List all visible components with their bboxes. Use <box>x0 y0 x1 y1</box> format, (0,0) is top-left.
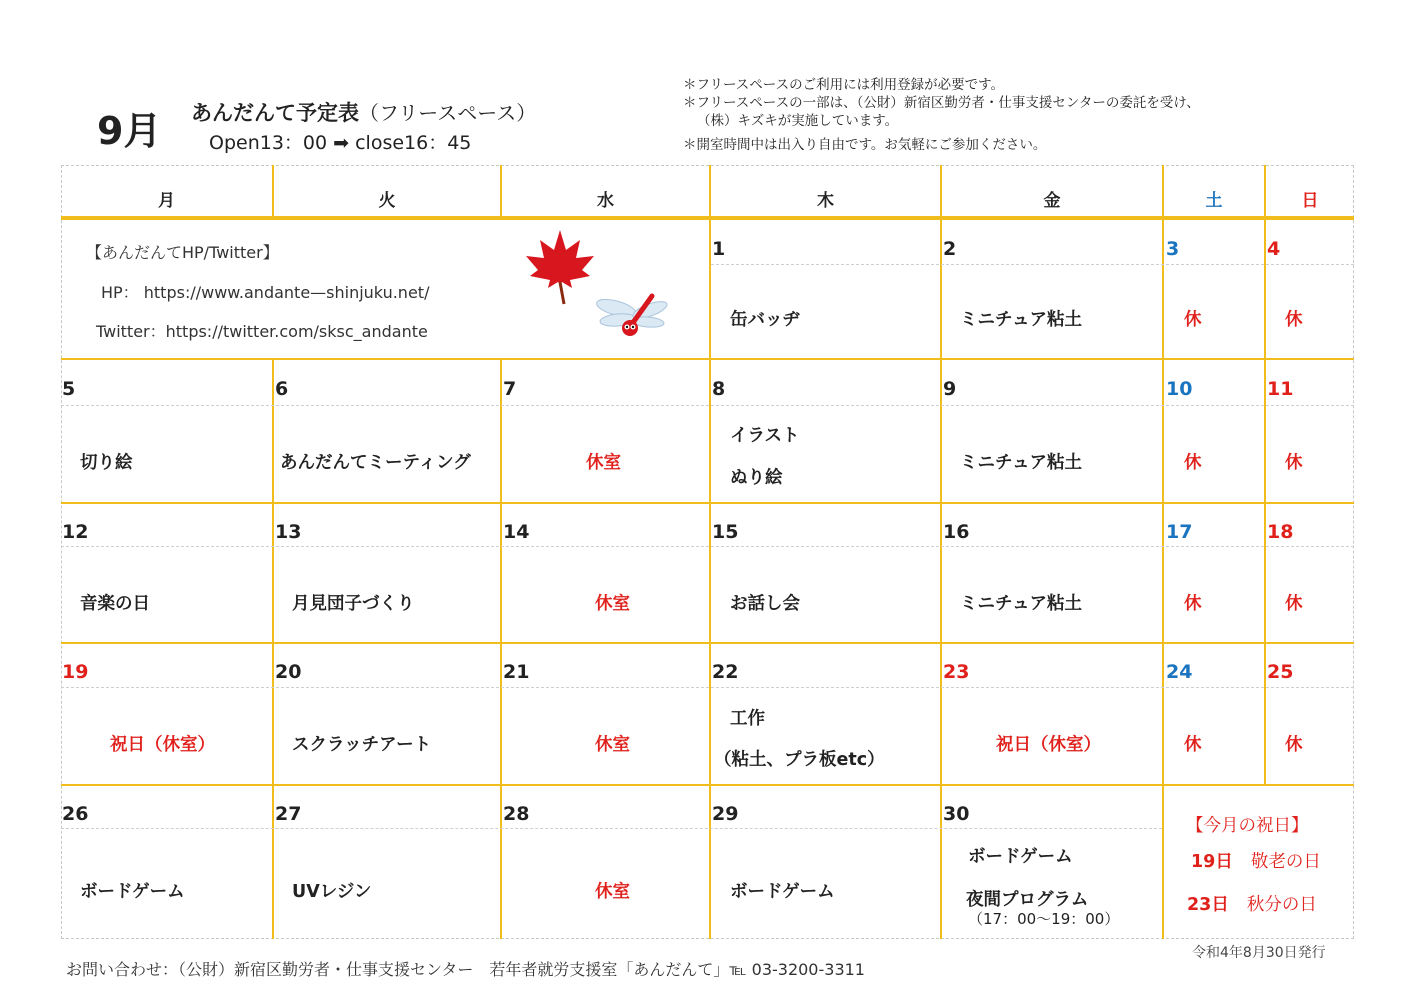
event-4: 休 <box>1285 310 1303 330</box>
week-divider-1 <box>61 358 1354 360</box>
info-heading: 【あんだんてHP/Twitter】 <box>86 243 279 262</box>
event-6: あんだんてミーティング <box>280 453 471 473</box>
title-sub: （フリースペース） <box>359 101 537 125</box>
day-26: 26 <box>62 803 89 825</box>
week-divider-2 <box>61 502 1354 504</box>
day-20: 20 <box>275 661 302 683</box>
weekday-sat: 土 <box>1205 191 1223 211</box>
col-line <box>1264 165 1266 786</box>
day-14: 14 <box>503 521 530 543</box>
twitter-link[interactable]: Twitter：https://twitter.com/sksc_andante <box>96 322 428 341</box>
day-row-divider <box>61 546 1354 547</box>
day-8: 8 <box>712 378 726 400</box>
event-11: 休 <box>1285 453 1303 473</box>
event-3: 休 <box>1184 310 1202 330</box>
event-5: 切り絵 <box>80 453 133 473</box>
weekday-mon: 月 <box>158 191 175 211</box>
day-5: 5 <box>62 378 76 400</box>
event-24: 休 <box>1184 735 1202 755</box>
event-26: ボードゲーム <box>80 882 185 902</box>
holiday-1-day: 19日 <box>1191 852 1233 872</box>
event-12: 音楽の日 <box>80 594 150 614</box>
weekday-fri: 金 <box>1043 191 1061 211</box>
day-4: 4 <box>1267 238 1281 260</box>
day-9: 9 <box>943 378 957 400</box>
event-10: 休 <box>1184 453 1202 473</box>
holiday-2-name: 秋分の日 <box>1246 895 1317 915</box>
event-9: ミニチュア粘土 <box>960 453 1082 473</box>
week-divider-3 <box>61 642 1354 644</box>
day-row-divider <box>61 828 1162 829</box>
event-21: 休室 <box>595 735 630 755</box>
event-19: 祝日（休室） <box>110 735 215 755</box>
day-25: 25 <box>1267 661 1294 683</box>
col-line <box>500 358 502 939</box>
day-27: 27 <box>275 803 302 825</box>
day-23: 23 <box>943 661 970 683</box>
event-28: 休室 <box>595 882 630 902</box>
event-20: スクラッチアート <box>292 735 432 755</box>
event-18: 休 <box>1285 594 1303 614</box>
hp-link[interactable]: HP： https://www.andante—shinjuku.net/ <box>101 283 430 302</box>
event-30c: （17：00～19：00） <box>968 910 1120 928</box>
note-2: ＊フリースペースの一部は、（公財）新宿区勤労者・仕事支援センターの委託を受け、 <box>683 95 1200 111</box>
event-2: ミニチュア粘土 <box>960 310 1082 330</box>
event-30a: ボードゲーム <box>968 847 1073 867</box>
dragonfly-icon <box>594 290 674 342</box>
opening-hours: Open13：00 ➡ close16：45 <box>209 132 472 154</box>
day-12: 12 <box>62 521 89 543</box>
week-divider-4 <box>61 784 1354 786</box>
event-8a: イラスト <box>730 426 800 446</box>
event-16: ミニチュア粘土 <box>960 594 1082 614</box>
holidays-heading: 【今月の祝日】 <box>1186 816 1309 836</box>
event-1: 缶バッヂ <box>730 310 800 330</box>
weekday-wed: 水 <box>597 191 614 211</box>
month-label: 9月 <box>97 109 162 153</box>
event-15: お話し会 <box>730 594 800 614</box>
day-2: 2 <box>943 238 957 260</box>
day-24: 24 <box>1166 661 1193 683</box>
event-27: UVレジン <box>292 882 372 902</box>
holiday-1-name: 敬老の日 <box>1250 852 1321 872</box>
day-row-divider <box>61 687 1354 688</box>
col-line <box>709 165 711 939</box>
day-16: 16 <box>943 521 970 543</box>
day-row-divider <box>61 405 1354 406</box>
title-main: あんだんて予定表 <box>191 101 359 125</box>
col-line <box>940 165 942 939</box>
day-22: 22 <box>712 661 739 683</box>
day-28: 28 <box>503 803 530 825</box>
note-1: ＊フリースペースのご利用には利用登録が必要です。 <box>683 77 1005 93</box>
event-17: 休 <box>1184 594 1202 614</box>
event-29: ボードゲーム <box>730 882 835 902</box>
event-7: 休室 <box>586 453 621 473</box>
day-10: 10 <box>1166 378 1193 400</box>
event-25: 休 <box>1285 735 1303 755</box>
note-3: （株）キズキが実施しています。 <box>697 113 899 129</box>
day-1: 1 <box>712 238 726 260</box>
day-row-divider <box>711 264 1354 265</box>
event-30b: 夜間プログラム <box>966 890 1089 910</box>
event-22a: 工作 <box>730 709 765 729</box>
weekday-thu: 木 <box>817 191 834 211</box>
day-29: 29 <box>712 803 739 825</box>
holiday-2 <box>1187 891 1317 916</box>
issued-date: 令和4年8月30日発行 <box>1192 945 1326 961</box>
day-6: 6 <box>275 378 289 400</box>
day-15: 15 <box>712 521 739 543</box>
weekday-sun: 日 <box>1301 191 1319 211</box>
event-22b: （粘土、プラ板etc） <box>714 750 885 770</box>
day-11: 11 <box>1267 378 1294 400</box>
day-7: 7 <box>503 378 517 400</box>
day-13: 13 <box>275 521 302 543</box>
col-line <box>272 358 274 939</box>
contact-footer: お問い合わせ：（公財）新宿区勤労者・仕事支援センター 若年者就労支援室「あんだんて」℡ 03-3200-3311 <box>66 960 865 979</box>
day-17: 17 <box>1166 521 1193 543</box>
event-14: 休室 <box>595 594 630 614</box>
day-3: 3 <box>1166 238 1180 260</box>
weekday-tue: 火 <box>378 191 396 211</box>
event-13: 月見団子づくり <box>292 594 415 614</box>
day-30: 30 <box>943 803 970 825</box>
holiday-2-day: 23日 <box>1187 895 1229 915</box>
event-8b: ぬり絵 <box>730 468 783 488</box>
day-21: 21 <box>503 661 530 683</box>
day-19: 19 <box>62 661 89 683</box>
header-divider <box>61 216 1354 220</box>
page-title <box>191 97 536 127</box>
event-23: 祝日（休室） <box>996 735 1101 755</box>
col-line <box>1162 165 1164 939</box>
maple-leaf-icon <box>524 228 596 306</box>
notes <box>683 76 1200 154</box>
note-4: ＊開室時間中は出入り自由です。お気軽にご参加ください。 <box>683 137 1047 153</box>
holiday-1 <box>1191 848 1321 873</box>
day-18: 18 <box>1267 521 1294 543</box>
